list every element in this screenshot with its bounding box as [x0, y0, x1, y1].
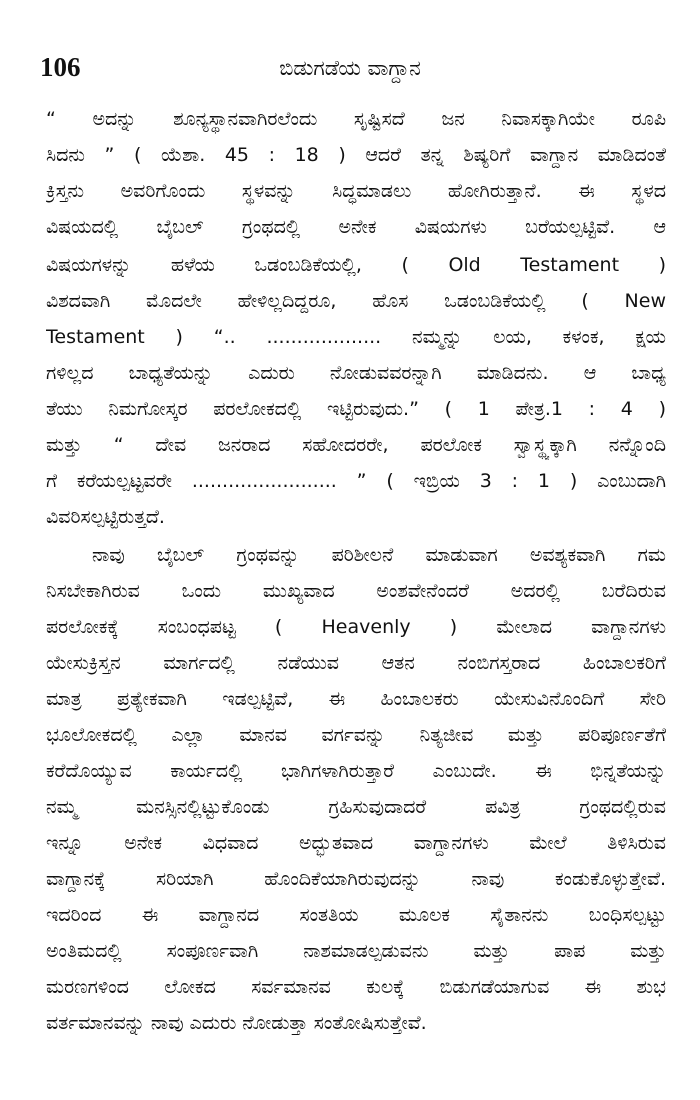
text-line: “ ಅದನ್ನು ಶೂನ್ಯಸ್ಥಾನವಾಗಿರಲೆಂದು ಸೃಷ್ಟಿಸದೆ ಜನ ನಿವಾಸಕ್ಕಾಗಿಯೇ ರೂಪಿ: [46, 108, 666, 130]
text-line: ವರ್ತಮಾನವನ್ನು ನಾವು ಎದುರು ನೋಡುತ್ತಾ ಸಂತೋಷಿಸುತ್ತೇವೆ.: [46, 1012, 427, 1034]
text-line: ಗಳಿಲ್ಲದ ಬಾಧ್ಯತೆಯನ್ನು ಎದುರು ನೋಡುವವರನ್ನಾಗಿ ಮಾಡಿದನು. ಆ ಬಾಧ್ಯ: [46, 362, 666, 384]
text-line: ಇದರಿಂದ ಈ ವಾಗ್ದಾನದ ಸಂತತಿಯ ಮೂಲಕ ಸೈತಾನನು ಬಂಧಿಸಲ್ಪಟ್ಟು: [46, 904, 666, 926]
text-line: ವಾಗ್ದಾನಕ್ಕೆ ಸರಿಯಾಗಿ ಹೊಂದಿಕೆಯಾಗಿರುವುದನ್ನು ನಾವು ಕಂಡುಕೊಳ್ಳುತ್ತೇವೆ.: [46, 868, 666, 890]
page-number: 106: [40, 52, 81, 82]
text-line: ನಮ್ಮ ಮನಸ್ಸಿನಲ್ಲಿಟ್ಟುಕೊಂಡು ಗ್ರಹಿಸುವುದಾದರೆ ಪವಿತ್ರ ಗ್ರಂಥದಲ್ಲಿರುವ: [46, 796, 666, 818]
text-line: ಯೇಸುಕ್ರಿಸ್ತನ ಮಾರ್ಗದಲ್ಲಿ ನಡೆಯುವ ಆತನ ನಂಬಿಗಸ್ತರಾದ ಹಿಂಬಾಲಕರಿಗೆ: [46, 652, 666, 674]
text-line: ವಿಶದವಾಗಿ ಮೊದಲೇ ಹೇಳಿಲ್ಲದಿದ್ದರೂ, ಹೊಸ ಒಡಂಬಡಿಕೆಯಲ್ಲಿ ( New: [46, 290, 666, 312]
text-line: ಮತ್ತು “ ದೇವ ಜನರಾದ ಸಹೋದರರೇ, ಪರಲೋಕ ಸ್ವಾಸ್ಥ್ಯಕ್ಕಾಗಿ ನನ್ನೊಂದಿ: [46, 434, 666, 456]
text-line: ಭೂಲೋಕದಲ್ಲಿ ಎಲ್ಲಾ ಮಾನವ ವರ್ಗವನ್ನು ನಿತ್ಯಜೀವ ಮತ್ತು ಪರಿಪೂರ್ಣತೆಗೆ: [46, 724, 666, 746]
text-line: ಸಿದನು ” ( ಯೆಶಾ. 45 : 18 ) ಆದರೆ ತನ್ನ ಶಿಷ್ಯರಿಗೆ ವಾಗ್ದಾನ ಮಾಡಿದಂತೆ: [46, 144, 666, 166]
text-line: ನಿಸಬೇಕಾಗಿರುವ ಒಂದು ಮುಖ್ಯವಾದ ಅಂಶವೇನೆಂದರೆ ಅದರಲ್ಲಿ ಬರೆದಿರುವ: [46, 580, 666, 602]
text-line: ಪರಲೋಕಕ್ಕೆ ಸಂಬಂಧಪಟ್ಟ ( Heavenly ) ಮೇಲಾದ ವಾಗ್ದಾನಗಳು: [46, 616, 666, 638]
text-line: ಕ್ರಿಸ್ತನು ಅವರಿಗೊಂದು ಸ್ಥಳವನ್ನು ಸಿದ್ಧಮಾಡಲು ಹೋಗಿರುತ್ತಾನೆ. ಈ ಸ್ಥಳದ: [46, 180, 666, 202]
text-line: Testament ) “.. ................... ನಮ್ಮನ್ನು ಲಯ, ಕಳಂಕ, ಕ್ಷಯ: [46, 326, 666, 348]
running-title: ಬಿಡುಗಡೆಯ ವಾಗ್ದಾನ: [279, 56, 421, 80]
text-line: ಇನ್ನೂ ಅನೇಕ ವಿಧವಾದ ಅದ್ಭುತವಾದ ವಾಗ್ದಾನಗಳು ಮೇಲೆ ತಿಳಿಸಿರುವ: [46, 832, 666, 854]
text-line: ವಿಷಯಗಳನ್ನು ಹಳೆಯ ಒಡಂಬಡಿಕೆಯಲ್ಲಿ, ( Old Testament ): [46, 254, 666, 276]
text-line: ಕರೆದೊಯ್ಯುವ ಕಾರ್ಯದಲ್ಲಿ ಭಾಗಿಗಳಾಗಿರುತ್ತಾರೆ ಎಂಬುದೇ. ಈ ಭಿನ್ನತೆಯನ್ನು: [46, 760, 666, 782]
text-line: ನಾವು ಬೈಬಲ್ ಗ್ರಂಥವನ್ನು ಪರಿಶೀಲನೆ ಮಾಡುವಾಗ ಅವಶ್ಯಕವಾಗಿ ಗಮ: [92, 544, 666, 566]
text-line: ಮಾತ್ರ ಪ್ರತ್ಯೇಕವಾಗಿ ಇಡಲ್ಪಟ್ಟಿವೆ, ಈ ಹಿಂಬಾಲಕರು ಯೇಸುವಿನೊಂದಿಗೆ ಸೇರಿ: [46, 688, 666, 710]
page-header: [40, 52, 660, 92]
text-line: ವಿವರಿಸಲ್ಪಟ್ಟಿರುತ್ತದೆ.: [46, 506, 165, 528]
text-line: ಅಂತಿಮದಲ್ಲಿ ಸಂಪೂರ್ಣವಾಗಿ ನಾಶಮಾಡಲ್ಪಡುವನು ಮತ್ತು ಪಾಪ ಮತ್ತು: [46, 940, 666, 962]
text-line: ವಿಷಯದಲ್ಲಿ ಬೈಬಲ್ ಗ್ರಂಥದಲ್ಲಿ ಅನೇಕ ವಿಷಯಗಳು ಬರೆಯಲ್ಪಟ್ಟಿವೆ. ಆ: [46, 216, 666, 238]
text-line: ಗೆ ಕರೆಯಲ್ಪಟ್ಟವರೇ ........................ ” ( ಇಬ್ರಿಯ 3 : 1 ) ಎಂಬುದಾಗಿ: [46, 470, 666, 492]
text-line: ಮರಣಗಳಿಂದ ಲೋಕದ ಸರ್ವಮಾನವ ಕುಲಕ್ಕೆ ಬಿಡುಗಡೆಯಾಗುವ ಈ ಶುಭ: [46, 976, 666, 998]
text-line: ತೆಯು ನಿಮಗೋಸ್ಕರ ಪರಲೋಕದಲ್ಲಿ ಇಟ್ಟಿರುವುದು.” ( 1 ಪೇತ್ರ.1 : 4 ): [46, 398, 666, 420]
